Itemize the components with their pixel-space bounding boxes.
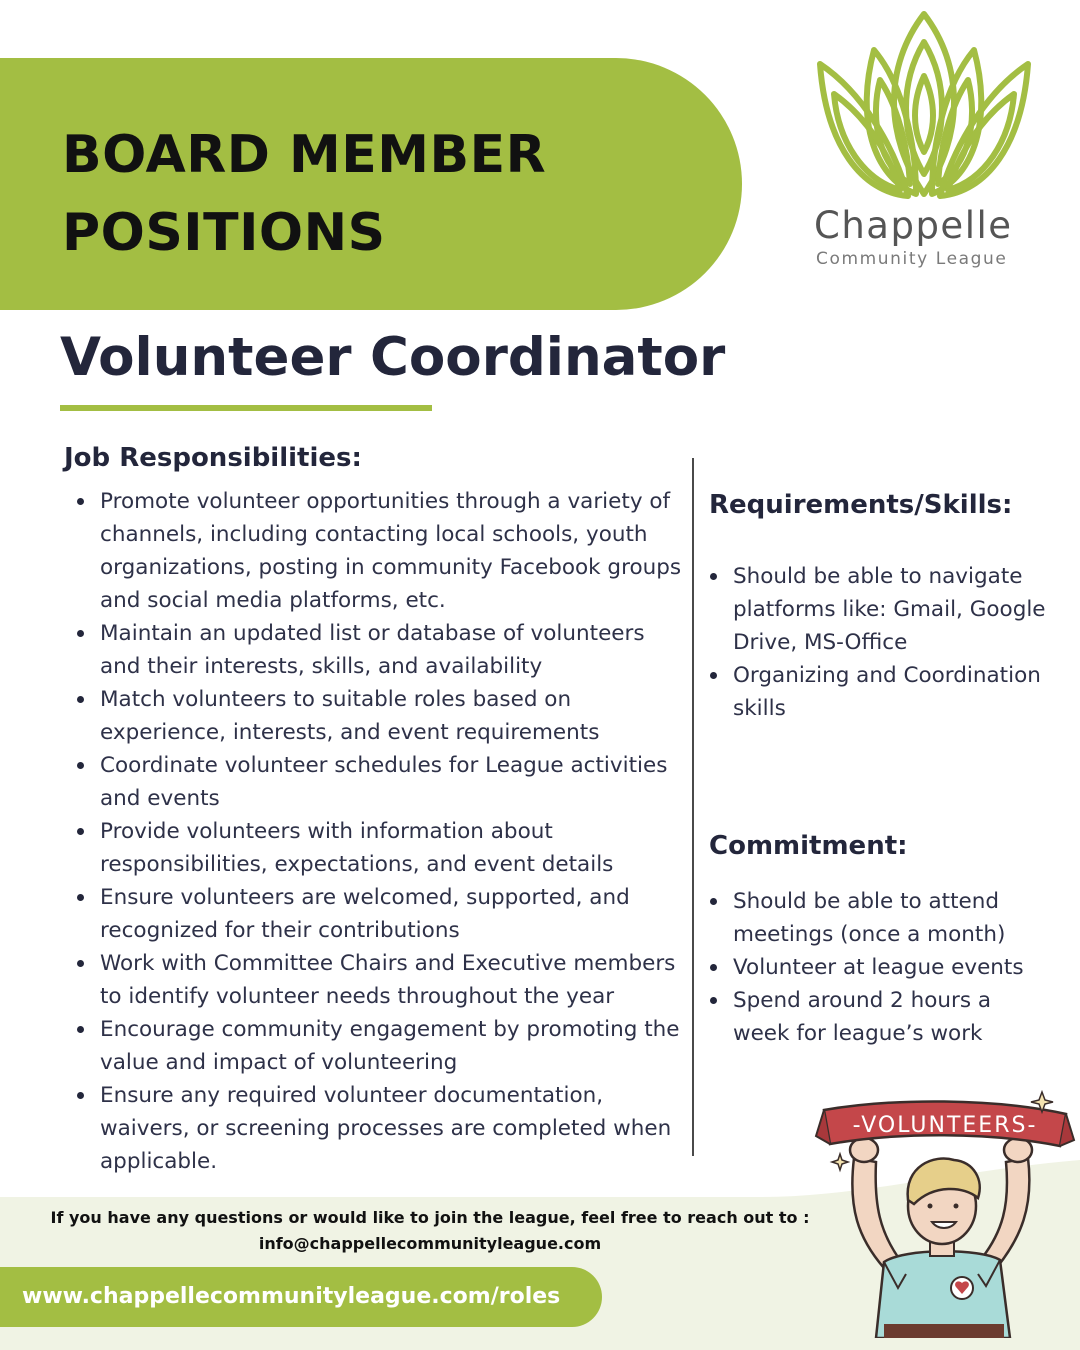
logo-subtitle: Community League bbox=[816, 249, 1008, 269]
list-item: Should be able to attend meetings (once a month) bbox=[709, 885, 1049, 951]
volunteer-holding-banner-illustration bbox=[814, 1088, 1076, 1338]
contact-note-text: If you have any questions or would like to join the league, feel free to reach out to : bbox=[50, 1208, 810, 1227]
list-item: Volunteer at league events bbox=[709, 951, 1049, 984]
commitment-heading: Commitment: bbox=[709, 831, 908, 861]
lotus-leaves-icon bbox=[812, 6, 1036, 202]
role-title: Volunteer Coordinator bbox=[60, 327, 726, 388]
list-item: Work with Committee Chairs and Executive members to identify volunteer needs throughout the year bbox=[76, 947, 682, 1013]
svg-text:-VOLUNTEERS-: -VOLUNTEERS- bbox=[852, 1113, 1038, 1138]
list-item: Spend around 2 hours a week for league’s work bbox=[709, 984, 1049, 1050]
title-underline bbox=[60, 405, 432, 411]
list-item: Ensure any required volunteer documentation, waivers, or screening processes are completed when applicable. bbox=[76, 1079, 682, 1178]
requirements-heading: Requirements/Skills: bbox=[709, 490, 1013, 520]
website-link[interactable]: www.chappellecommunityleague.com/roles bbox=[22, 1284, 561, 1309]
list-item: Encourage community engagement by promoting the value and impact of volunteering bbox=[76, 1013, 682, 1079]
job-responsibilities-heading: Job Responsibilities: bbox=[64, 443, 362, 473]
list-item: Organizing and Coordination skills bbox=[709, 659, 1049, 725]
list-item: Ensure volunteers are welcomed, supported, and recognized for their contributions bbox=[76, 881, 682, 947]
commitment-list bbox=[709, 885, 1049, 1050]
requirements-list bbox=[709, 560, 1049, 725]
contact-email-link[interactable]: info@chappellecommunityleague.com bbox=[258, 1234, 602, 1253]
list-item: Match volunteers to suitable roles based on experience, interests, and event requirements bbox=[76, 683, 682, 749]
contact-note bbox=[30, 1205, 830, 1257]
list-item: Promote volunteer opportunities through a variety of channels, including contacting local schools, youth organizations, posting in community Facebook groups and social media platforms, etc. bbox=[76, 485, 682, 617]
job-responsibilities-list bbox=[76, 485, 682, 1178]
list-item: Coordinate volunteer schedules for League activities and events bbox=[76, 749, 682, 815]
logo-name: Chappelle bbox=[814, 204, 1013, 247]
column-divider bbox=[692, 458, 694, 1156]
page-title: BOARD MEMBER POSITIONS bbox=[62, 125, 547, 263]
list-item: Should be able to navigate platforms like: Gmail, Google Drive, MS-Office bbox=[709, 560, 1049, 659]
list-item: Maintain an updated list or database of volunteers and their interests, skills, and availability bbox=[76, 617, 682, 683]
list-item: Provide volunteers with information about responsibilities, expectations, and event details bbox=[76, 815, 682, 881]
